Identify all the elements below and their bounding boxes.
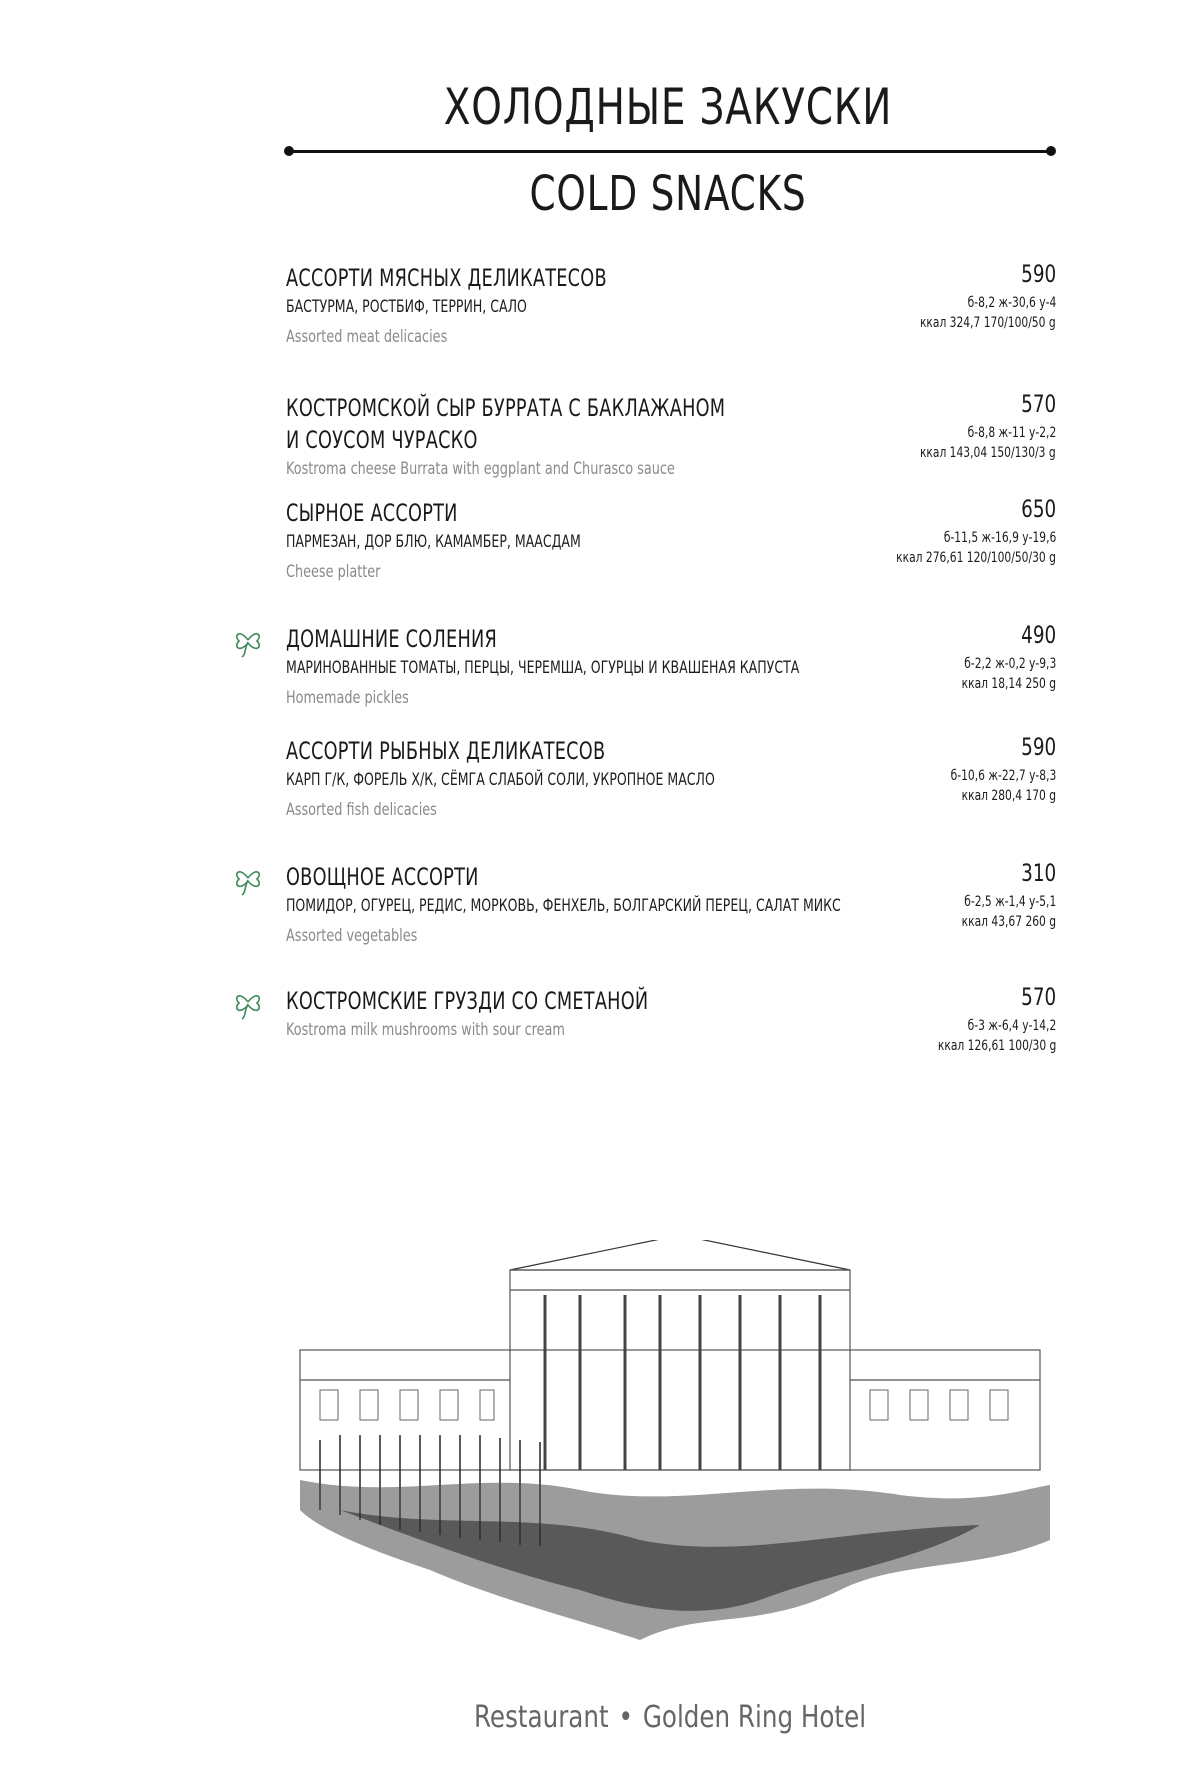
dish-price: 590 <box>1020 733 1056 761</box>
dish-english-name: Assorted fish delicacies <box>286 800 437 820</box>
dish-calories-weight: ккал 143,04 150/130/3 g <box>920 445 1056 461</box>
dish-price: 590 <box>1020 260 1056 288</box>
dish-nutrition: б-8,8 ж-11 у-2,2 <box>967 425 1056 441</box>
dish-nutrition: б-8,2 ж-30,6 у-4 <box>967 295 1056 311</box>
title-ru: ХОЛОДНЫЕ ЗАКУСКИ <box>443 78 893 136</box>
dish-english-name: Kostroma milk mushrooms with sour cream <box>286 1020 565 1040</box>
dish-calories-weight: ккал 18,14 250 g <box>961 676 1056 692</box>
dish-price: 570 <box>1020 390 1056 418</box>
dish-english-name: Assorted meat delicacies <box>286 327 448 347</box>
dish-name: КОСТРОМСКИЕ ГРУЗДИ СО СМЕТАНОЙ <box>286 987 649 1015</box>
footer-hotel: Golden Ring Hotel <box>642 1700 867 1735</box>
dish-name: ДОМАШНИЕ СОЛЕНИЯ <box>286 625 498 653</box>
dish-english-name: Kostroma cheese Burrata with eggplant and Churasco sauce <box>286 459 675 479</box>
dish-calories-weight: ккал 126,61 100/30 g <box>937 1038 1056 1054</box>
building-illustration <box>280 1240 1060 1660</box>
footer-separator: • <box>618 1700 633 1735</box>
dish-name: АССОРТИ РЫБНЫХ ДЕЛИКАТЕСОВ <box>286 737 606 765</box>
dish-nutrition: б-10,6 ж-22,7 у-8,3 <box>950 768 1056 784</box>
dish-calories-weight: ккал 280,4 170 g <box>961 788 1056 804</box>
dish-calories-weight: ккал 43,67 260 g <box>961 914 1056 930</box>
dish-calories-weight: ккал 324,7 170/100/50 g <box>920 315 1056 331</box>
dish-nutrition: б-2,5 ж-1,4 у-5,1 <box>963 894 1056 910</box>
clover-icon <box>230 985 266 1021</box>
footer-restaurant: Restaurant <box>473 1700 609 1735</box>
clover-icon <box>230 623 266 659</box>
dish-english-name: Assorted vegetables <box>286 926 418 946</box>
divider-dot-right <box>1046 146 1056 156</box>
dish-name-line2: И СОУСОМ ЧУРАСКО <box>286 426 478 454</box>
dish-english-name: Homemade pickles <box>286 688 409 708</box>
dish-ingredients: КАРП Г/К, ФОРЕЛЬ Х/К, СЁМГА СЛАБОЙ СОЛИ, УКРОПНОЕ МАСЛО <box>286 770 715 790</box>
dish-price: 490 <box>1020 621 1056 649</box>
dish-name: ОВОЩНОЕ АССОРТИ <box>286 863 479 891</box>
dish-nutrition: б-3 ж-6,4 у-14,2 <box>967 1018 1056 1034</box>
dish-nutrition: б-2,2 ж-0,2 у-9,3 <box>963 656 1056 672</box>
dish-ingredients: ПАРМЕЗАН, ДОР БЛЮ, КАМАМБЕР, МААСДАМ <box>286 532 581 552</box>
footer <box>367 1700 974 1735</box>
dish-price: 650 <box>1020 495 1056 523</box>
divider <box>288 150 1052 153</box>
title-en: COLD SNACKS <box>529 166 807 222</box>
dish-calories-weight: ккал 276,61 120/100/50/30 g <box>896 550 1056 566</box>
dish-name: КОСТРОМСКОЙ СЫР БУРРАТА С БАКЛАЖАНОМ <box>286 394 726 422</box>
dish-ingredients: БАСТУРМА, РОСТБИФ, ТЕРРИН, САЛО <box>286 297 527 317</box>
dish-ingredients: МАРИНОВАННЫЕ ТОМАТЫ, ПЕРЦЫ, ЧЕРЕМША, ОГУРЦЫ И КВАШЕНАЯ КАПУСТА <box>286 658 800 678</box>
dish-name: СЫРНОЕ АССОРТИ <box>286 499 458 527</box>
dish-price: 310 <box>1020 859 1056 887</box>
dish-name: АССОРТИ МЯСНЫХ ДЕЛИКАТЕСОВ <box>286 264 607 292</box>
dish-ingredients: ПОМИДОР, ОГУРЕЦ, РЕДИС, МОРКОВЬ, ФЕНХЕЛЬ, БОЛГАРСКИЙ ПЕРЕЦ, САЛАТ МИКС <box>286 896 841 916</box>
dish-english-name: Cheese platter <box>286 562 381 582</box>
dish-nutrition: б-11,5 ж-16,9 у-19,6 <box>943 530 1056 546</box>
dish-price: 570 <box>1020 983 1056 1011</box>
clover-icon <box>230 861 266 897</box>
